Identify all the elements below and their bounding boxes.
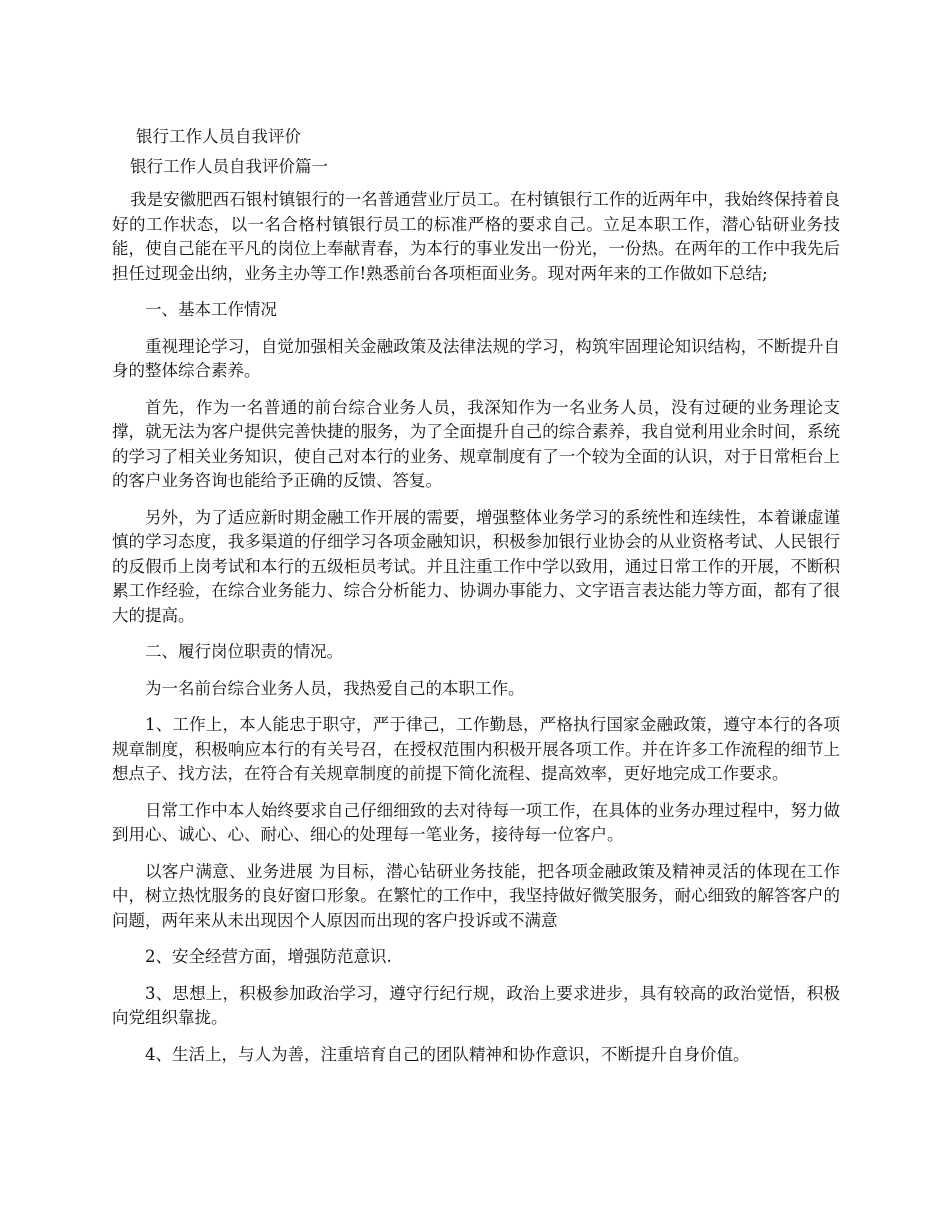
intro-paragraph: 我是安徽肥西石银村镇银行的一名普通营业厅员工。在村镇银行工作的近两年中，我始终保持着良好的工作状态，以一名合格村镇银行员工的标准严格的要求自己。立足本职工作，潜心钻研业务技能，使自己能在平凡的岗位上奉献青春，为本行的事业发出一份光，一份热。在两年的工作中我先后担任过现金出纳，业务主办等工作!熟悉前台各项柜面业务。现对两年来的工作做如下总结; <box>112 190 840 283</box>
document-body <box>112 124 840 1067</box>
paragraph-item-3: 3、思想上，积极参加政治学习，遵守行纪行规，政治上要求进步，具有较高的政治觉悟，积极向党组织靠拢。 <box>112 983 840 1027</box>
document-title: 银行工作人员自我评价 <box>136 127 301 146</box>
paragraph-item-4: 4、生活上，与人为善，注重培育自己的团队精神和协作意识，不断提升自身价值。 <box>145 1044 750 1064</box>
paragraph-additionally: 另外，为了适应新时期金融工作开展的需要，增强整体业务学习的系统性和连续性，本着谦虚谨慎的学习态度，我多渠道的仔细学习各项金融知识，积极参加银行业协会的从业资格考试、人民银行的反假币上岗考试和本行的五级柜员考试。并且注重工作中学以致用，通过日常工作的开展，不断积累工作经验，在综合业务能力、综合分析能力、协调办事能力、文字语言表达能力等方面，都有了很大的提高。 <box>112 507 840 625</box>
paragraph-love-work: 为一名前台综合业务人员，我热爱自己的本职工作。 <box>145 678 525 698</box>
paragraph-item-1: 1、工作上，本人能忠于职守，严于律己，工作勤恳，严格执行国家金融政策，遵守本行的各项规章制度，积极响应本行的有关号召，在授权范围内积极开展各项工作。并在许多工作流程的细节上想点子、找方法，在符合有关规章制度的前提下简化流程、提高效率，更好地完成工作要求。 <box>112 715 840 783</box>
document-subtitle: 银行工作人员自我评价篇一 <box>130 157 328 176</box>
paragraph-customer-satisfaction: 以客户满意、业务进展 为目标，潜心钻研业务技能，把各项金融政策及精神灵活的体现在工作中，树立热忱服务的良好窗口形象。在繁忙的工作中，我坚持做好微笑服务，耐心细致的解答客户的问题，两年来从未出现因个人原因而出现的客户投诉或不满意 <box>112 861 840 930</box>
section-heading-duties: 二、履行岗位职责的情况。 <box>145 642 343 661</box>
paragraph-daily-work: 日常工作中本人始终要求自己仔细细致的去对待每一项工作，在具体的业务办理过程中，努力做到用心、诚心、心、耐心、细心的处理每一笔业务，接待每一位客户。 <box>112 800 840 844</box>
paragraph-first: 首先，作为一名普通的前台综合业务人员，我深知作为一名业务人员，没有过硬的业务理论支撑，就无法为客户提供完善快捷的服务，为了全面提升自己的综合素养，我自觉利用业余时间，系统的学习了相关业务知识，使自己对本行的业务、规章制度有了一个较为全面的认识，对于日常柜台上的客户业务咨询也能给予正确的反馈、答复。 <box>112 397 840 490</box>
paragraph-item-2: 2、安全经营方面，增强防范意识. <box>145 947 392 966</box>
section-heading-basic: 一、基本工作情况 <box>145 300 277 319</box>
paragraph-theory-study: 重视理论学习，自觉加强相关金融政策及法律法规的学习，构筑牢固理论知识结构，不断提升自身的整体综合素养。 <box>112 336 840 380</box>
